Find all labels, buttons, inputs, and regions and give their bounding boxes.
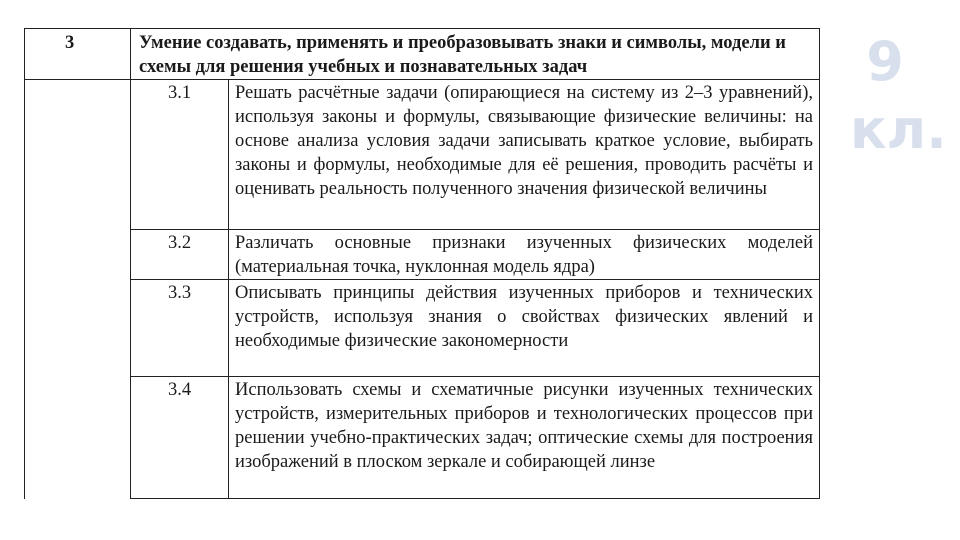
table-row — [25, 280, 820, 377]
item-text: Решать расчётные задачи (опирающиеся на систему из 2–3 уравнений), используя законы и формулы, связывающие физические величины: на основе анализа условия задачи записывать краткое условие, выбирать законы и формулы, необходимые для её решения, проводить расчёты и оценивать реальность полученного значения физической величины — [229, 80, 820, 230]
item-code: 3.1 — [131, 80, 229, 230]
blank-cell — [25, 80, 131, 499]
table-row — [25, 377, 820, 499]
section-title: Умение создавать, применять и преобразовывать знаки и символы, модели и схемы для решения учебных и познавательных задач — [131, 29, 820, 80]
item-text: Различать основные признаки изученных физических моделей (материальная точка, нуклонная модель ядра) — [229, 230, 820, 280]
table-row — [25, 80, 820, 230]
grade-suffix: кл. — [850, 98, 947, 161]
grade-number: 9 — [866, 30, 904, 93]
grade-label — [850, 28, 947, 164]
item-text: Описывать принципы действия изученных приборов и технических устройств, используя знания о свойствах физических явлений и необходимые физические закономерности — [229, 280, 820, 377]
item-code: 3.3 — [131, 280, 229, 377]
competency-table — [24, 28, 820, 499]
table-row — [25, 230, 820, 280]
item-code: 3.2 — [131, 230, 229, 280]
section-number: 3 — [25, 29, 131, 80]
section-header-row — [25, 29, 820, 80]
item-text: Использовать схемы и схематичные рисунки изученных технических устройств, измерительных приборов и технологических процессов при решении учебно-практических задач; оптические схемы для построения изображений в плоском зеркале и собирающей линзе — [229, 377, 820, 499]
item-code: 3.4 — [131, 377, 229, 499]
